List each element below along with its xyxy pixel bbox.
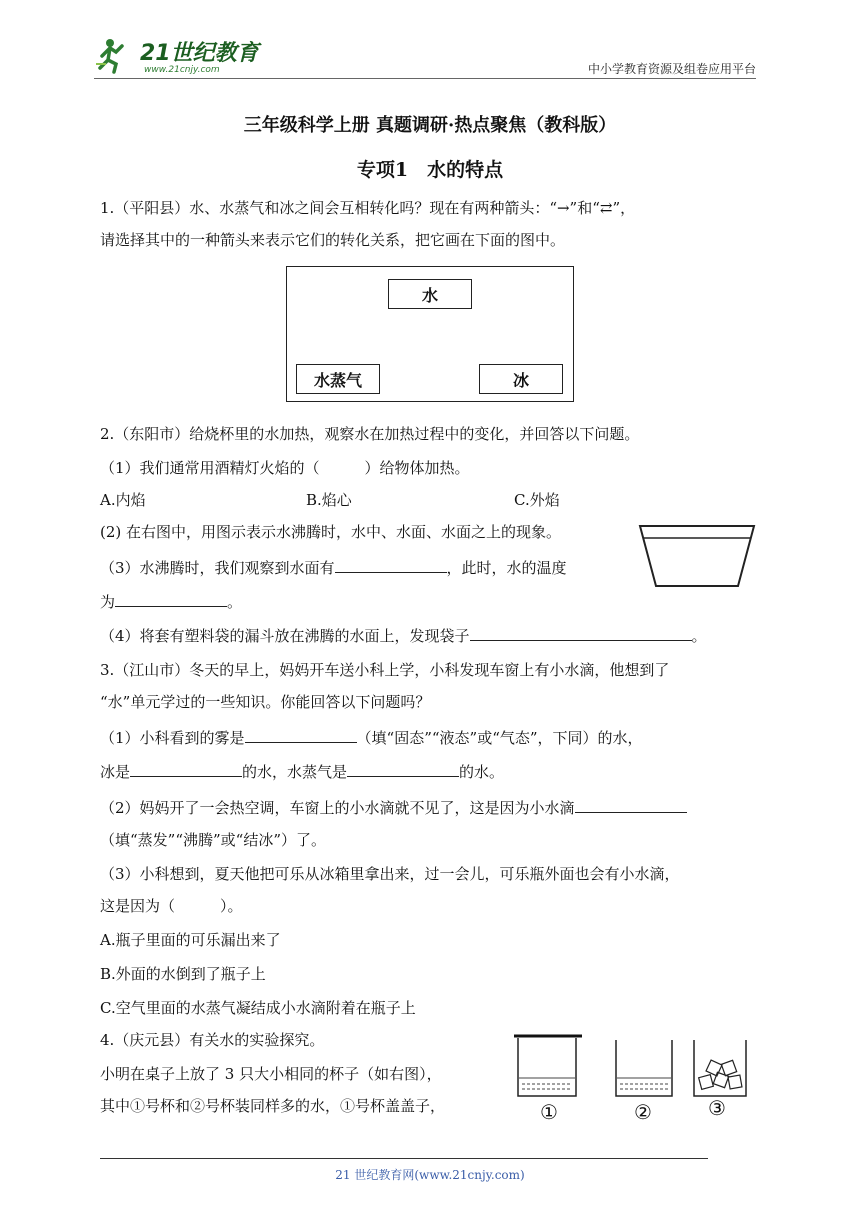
page-subtitle: 专项1 水的特点: [356, 159, 504, 181]
q2-p4-text-a: （4）将套有塑料袋的漏斗放在沸腾的水面上，发现袋子: [100, 627, 470, 645]
page-title: 三年级科学上册 真题调研·热点聚焦（教科版）: [243, 115, 617, 136]
q4-stem: 4.（庆元县）有关水的实验探究。: [100, 1031, 325, 1049]
footer-divider: [100, 1158, 708, 1159]
q3-p1-text-a: （1）小科看到的雾是: [100, 729, 245, 747]
q1-diagram-frame: [286, 266, 574, 402]
runner-icon: [96, 39, 122, 72]
q2-p4-text-b: 。: [691, 627, 707, 645]
q2-part3-line1: [100, 558, 567, 578]
q3-p1-text-d: 的水，水蒸气是: [242, 763, 348, 781]
q3-stem-line2: “水”单元学过的一些知识。你能回答以下问题吗？: [100, 693, 431, 711]
q3-part1-line1: [100, 728, 643, 748]
q2-part4: [100, 626, 707, 646]
q3-p2-blank[interactable]: [575, 798, 687, 813]
box-vapor: 水蒸气: [296, 364, 380, 394]
header-platform-text: 中小学教育资源及组卷应用平台: [587, 62, 756, 76]
q2-p3-text-b: ，此时，水的温度: [446, 559, 567, 577]
q2-part3-line2: [100, 592, 242, 612]
cup-3-ice: [694, 1040, 746, 1096]
q3-p1-text-e: 的水。: [459, 763, 505, 781]
q2-option-b: B.焰心: [306, 491, 352, 509]
q3-p1-text-b: （填“固态”“液态”或“气态”，下同）的水，: [356, 729, 643, 747]
q2-p3-text-c: 为: [100, 593, 116, 611]
q2-part2: (2) 在右图中，用图示表示水沸腾时，水中、水面、水面之上的现象。: [100, 523, 562, 541]
q3-p1-text-c: 冰是: [100, 763, 131, 781]
footer-link[interactable]: 21 世纪教育网(www.21cnjy.com): [335, 1168, 525, 1182]
q3-stem-line1: 3.（江山市）冬天的早上，妈妈开车送小科上学，小科发现车窗上有小水滴，他想到了: [100, 661, 670, 679]
q3-option-c: C.空气里面的水蒸气凝结成小水滴附着在瓶子上: [100, 999, 416, 1017]
q3-p2-text-a: （2）妈妈开了一会热空调，车窗上的小水滴就不见了，这是因为小水滴: [100, 799, 575, 817]
cup-2-label: ②: [634, 1100, 652, 1124]
q3-part3-line2: 这是因为（ ）。: [100, 897, 243, 915]
q2-p3-blank2[interactable]: [115, 592, 227, 607]
q3-option-b: B.外面的水倒到了瓶子上: [100, 965, 266, 983]
q2-p4-blank[interactable]: [470, 626, 692, 641]
beaker-figure: [638, 522, 756, 590]
box-water: 水: [388, 279, 472, 309]
q1-line1: 1.（平阳县）水、水蒸气和冰之间会互相转化吗？现在有两种箭头：“→”和“⇄”，: [100, 199, 636, 217]
q1-line2: 请选择其中的一种箭头来表示它们的转化关系，把它画在下面的图中。: [100, 231, 566, 249]
q2-p3-text-a: （3）水沸腾时，我们观察到水面有: [100, 559, 335, 577]
q3-part1-line2: [100, 762, 504, 782]
header-divider: [94, 78, 756, 79]
q4-line1: 小明在桌子上放了 3 只大小相同的杯子（如右图），: [100, 1065, 442, 1083]
q2-p3-blank1[interactable]: [335, 558, 447, 573]
cup-2: [616, 1040, 672, 1096]
q3-p1-blank3[interactable]: [347, 762, 459, 777]
logo-url: www.21cnjy.com: [144, 65, 220, 75]
q2-part1: （1）我们通常用酒精灯火焰的（ ）给物体加热。: [100, 459, 470, 477]
q2-option-c: C.外焰: [514, 491, 560, 509]
q3-part3-line1: （3）小科想到，夏天他把可乐从冰箱里拿出来，过一会儿，可乐瓶外面也会有小水滴，: [100, 865, 680, 883]
site-logo: [94, 34, 264, 78]
box-ice: 冰: [479, 364, 563, 394]
q3-part2-line1: [100, 798, 687, 818]
cup-1-covered: [514, 1036, 582, 1096]
q2-p3-text-d: 。: [227, 593, 243, 611]
logo-text: 21世纪教育: [140, 41, 259, 66]
q2-stem: 2.（东阳市）给烧杯里的水加热，观察水在加热过程中的变化，并回答以下问题。: [100, 425, 640, 443]
cup-3-label: ③: [708, 1096, 726, 1120]
q3-p1-blank1[interactable]: [245, 728, 357, 743]
q2-option-a: A.内焰: [100, 491, 146, 509]
q3-option-a: A.瓶子里面的可乐漏出来了: [100, 931, 281, 949]
cup-1-label: ①: [540, 1100, 558, 1124]
q3-p1-blank2[interactable]: [130, 762, 242, 777]
q3-part2-line2: （填“蒸发”“沸腾”或“结冰”）了。: [100, 831, 327, 849]
q4-line2: 其中①号杯和②号杯装同样多的水，①号杯盖盖子，: [100, 1097, 446, 1115]
